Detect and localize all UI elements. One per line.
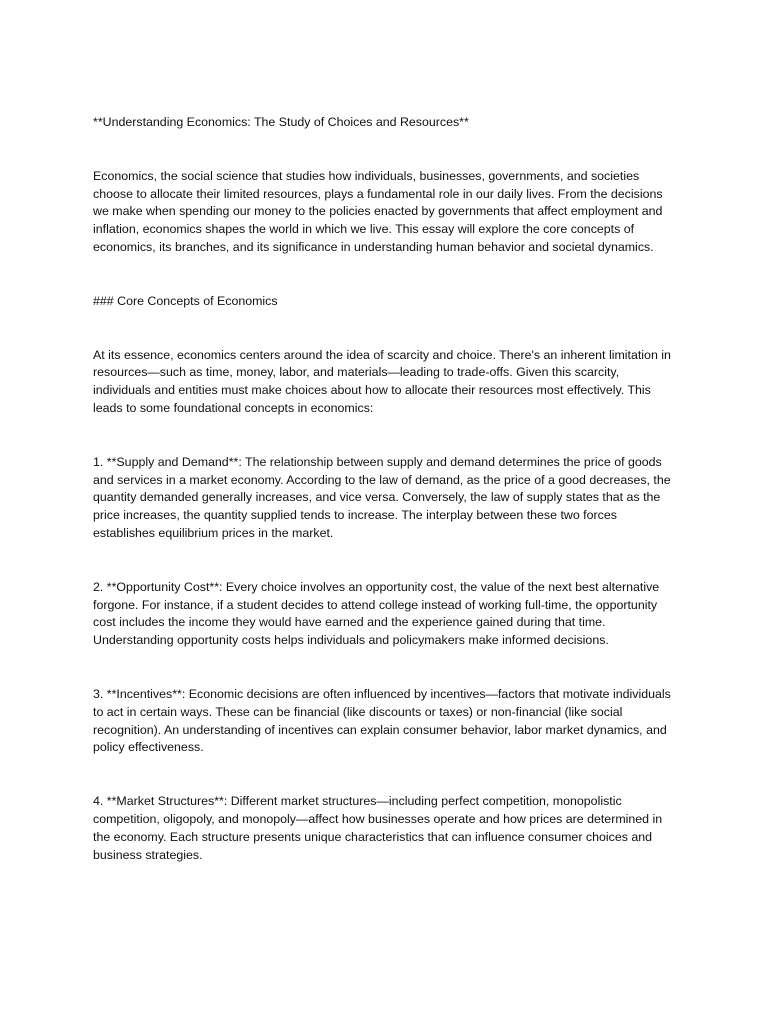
document-page bbox=[93, 114, 677, 864]
section-intro-paragraph: At its essence, economics centers around the idea of scarcity and choice. There's an inherent limitation in resources—such as time, money, labor, and materials—leading to trade-offs. Given this scarcity, individuals and entities must make choices about how to allocate their resources most effectively. This leads to some foundational concepts in economics: bbox=[93, 347, 671, 415]
list-item-incentives: 3. **Incentives**: Economic decisions are often influenced by incentives—factors that motivate individuals to act in certain ways. These can be financial (like discounts or taxes) or non-financial (like social recognition). An understanding of incentives can explain consumer behavior, labor market dynamics, and policy effectiveness. bbox=[93, 686, 671, 755]
list-item-opportunity-cost: 2. **Opportunity Cost**: Every choice involves an opportunity cost, the value of the next best alternative forgone. For instance, if a student decides to attend college instead of working full-time, the opportunity cost includes the income they would have earned and the experience gained during that time. Understanding opportunity costs helps individuals and policymakers make informed decisions. bbox=[93, 579, 660, 648]
document-title: **Understanding Economics: The Study of Choices and Resources** bbox=[93, 115, 469, 129]
list-item-market-structures: 4. **Market Structures**: Different market structures—including perfect competition, monopolistic competition, oligopoly, and monopoly—affect how businesses operate and how prices are determined in the economy. Each structure presents unique characteristics that can influence consumer choices and business strategies. bbox=[93, 794, 663, 862]
section-heading: ### Core Concepts of Economics bbox=[93, 293, 278, 308]
list-item-supply-demand: 1. **Supply and Demand**: The relationship between supply and demand determines the price of goods and services in a market economy. According to the law of demand, as the price of a good decreases, the quantity demanded generally increases, and vice versa. Conversely, the law of supply states that as the price increases, the quantity supplied tends to increase. The interplay between these two forces establishes equilibrium prices in the market. bbox=[93, 454, 671, 540]
intro-paragraph: Economics, the social science that studies how individuals, businesses, governments, and societies choose to allocate their limited resources, plays a fundamental role in our daily lives. From the decisions we make when spending our money to the policies enacted by governments that affect employment and inflation, economics shapes the world in which we live. This essay will explore the core concepts of economics, its branches, and its significance in understanding human behavior and societal dynamics. bbox=[93, 168, 663, 254]
